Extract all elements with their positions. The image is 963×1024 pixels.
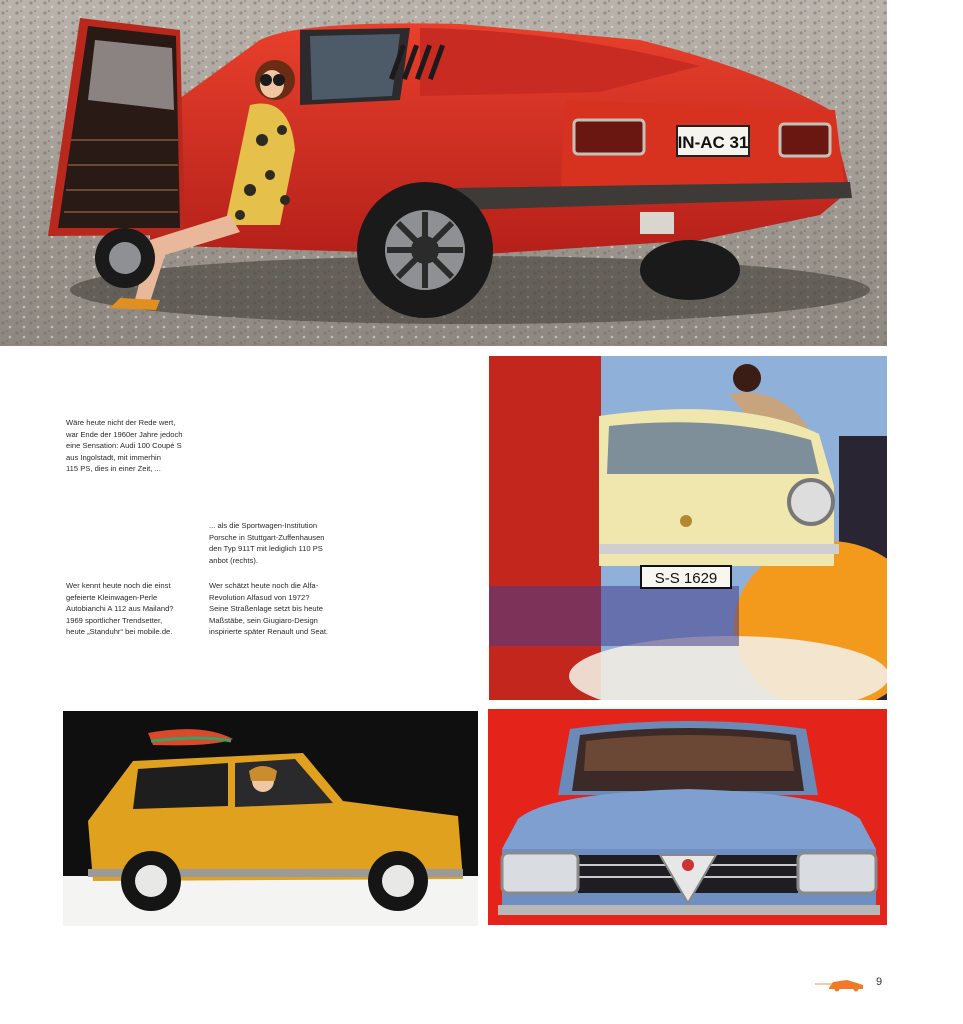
alfa-romeo-alfasud-photo	[488, 709, 887, 925]
page-number: 9	[876, 976, 883, 988]
porsche-license-plate: S-S 1629	[654, 570, 718, 587]
autobianchi-a112-photo	[63, 711, 478, 926]
caption-porsche-911t: ... als die Sportwagen-Institution Porsche in Stuttgart-Zuffenhausen den Typ 911T mit lediglich 110 PS anbot (rechts).	[209, 521, 325, 565]
audi-license-plate: IN-AC 31	[677, 133, 749, 152]
car-icon	[813, 976, 865, 992]
caption-alfasud: Wer schätzt heute noch die Alfa- Revolution Alfasud von 1972? Seine Straßenlage setzt bis heute Maßstäbe, sein Giugiaro-Design inspirierte später Renault und Seat.	[209, 581, 329, 637]
caption-audi-100-coupe: Wäre heute nicht der Rede wert, war Ende der 1960er Jahre jedoch eine Sensation: Audi 100 Coupé S aus Ingolstadt, mit immerhin 115 PS, dies in einer Zeit, ...	[66, 418, 183, 474]
caption-autobianchi-a112: Wer kennt heute noch die einst gefeierte Kleinwagen-Perle Autobianchi A 112 aus Mailand? 1969 sportlicher Trendsetter, heute „Standuhr“ bei mobile.de.	[66, 581, 174, 637]
audi-100-coupe-photo	[0, 0, 887, 346]
porsche-911t-photo	[489, 356, 887, 700]
